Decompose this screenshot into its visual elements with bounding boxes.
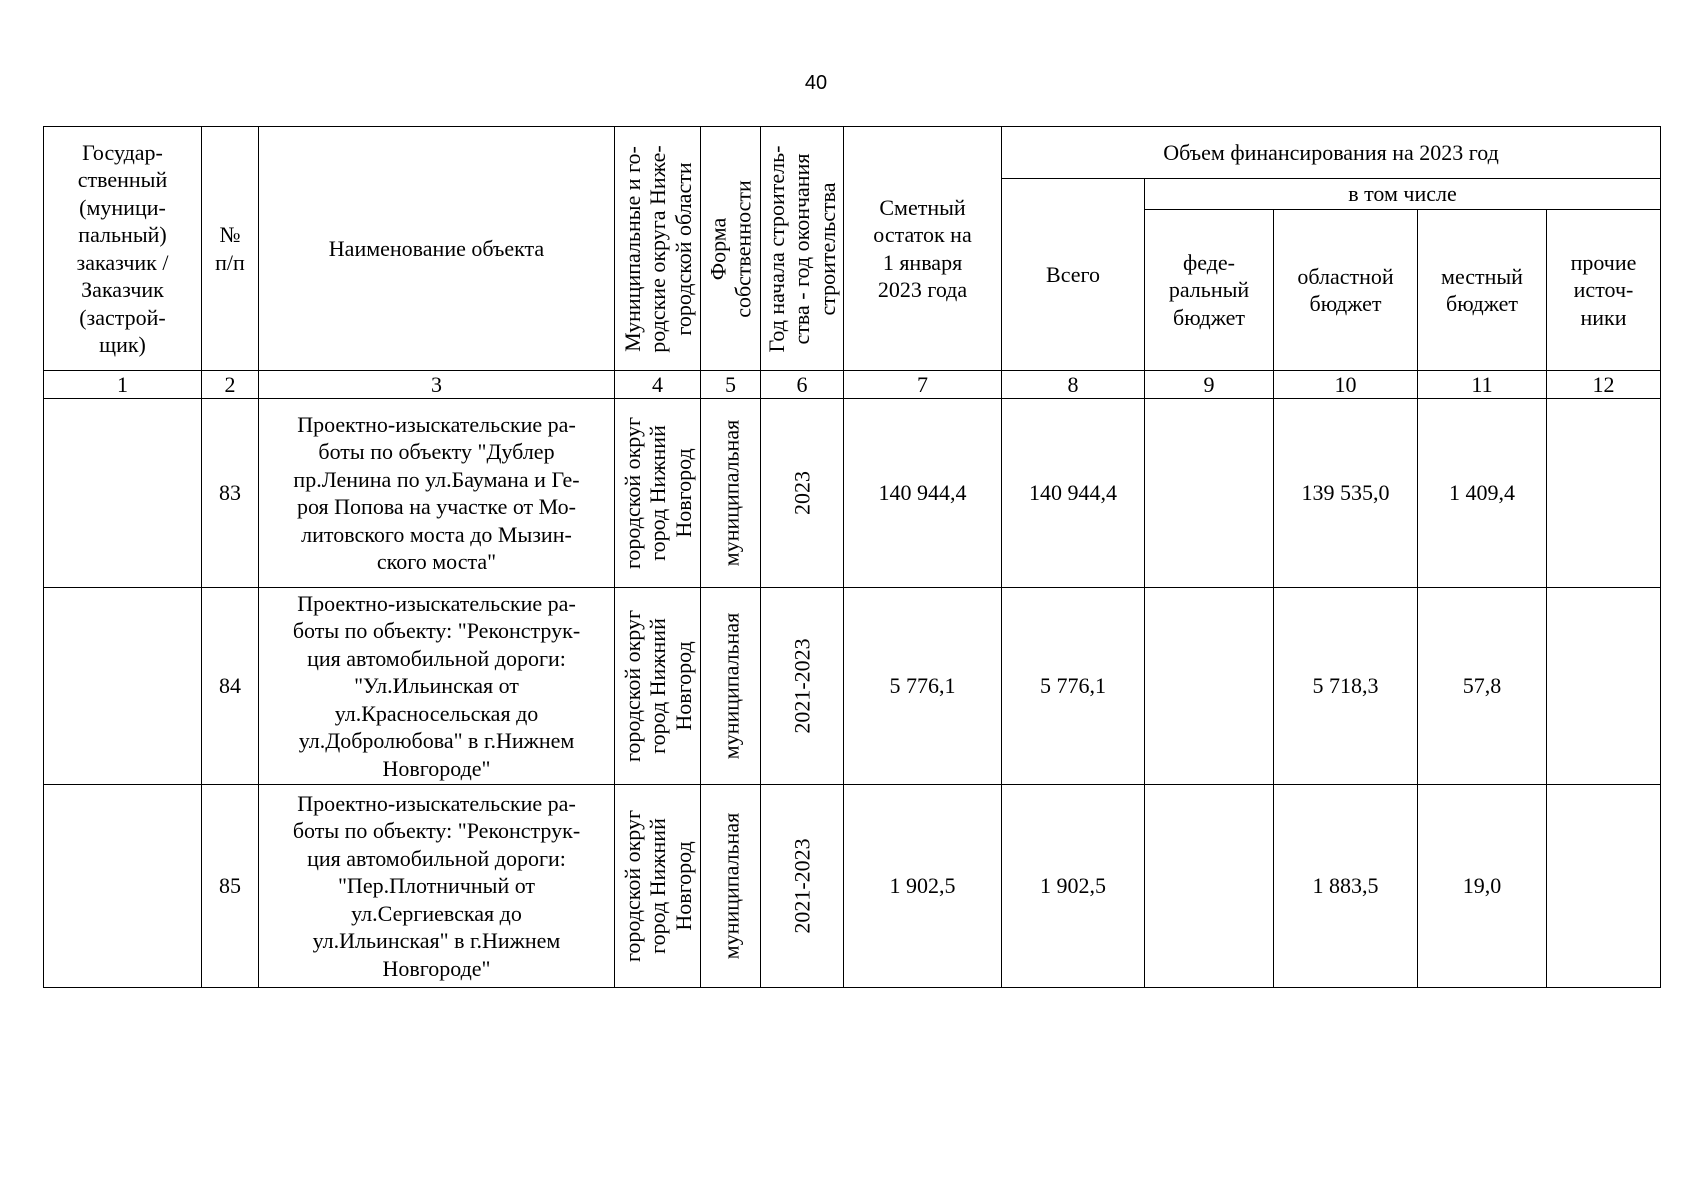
header-customer: Государ- ственный (муници- пальный) заказчик / Заказчик (застрой- щик) [44, 127, 202, 371]
cell-other [1547, 399, 1661, 588]
cell-ownership: муниципальная [701, 588, 761, 785]
cell-federal [1145, 399, 1274, 588]
column-number: 5 [701, 371, 761, 399]
cell-ownership: муниципальная [701, 785, 761, 988]
cell-years: 2021-2023 [761, 785, 844, 988]
cell-regional: 139 535,0 [1274, 399, 1418, 588]
column-number: 12 [1547, 371, 1661, 399]
column-number: 3 [259, 371, 615, 399]
column-number: 10 [1274, 371, 1418, 399]
cell-customer [44, 399, 202, 588]
cell-estimate-balance: 140 944,4 [844, 399, 1002, 588]
cell-customer [44, 588, 202, 785]
cell-number: 84 [202, 588, 259, 785]
cell-customer [44, 785, 202, 988]
header-local: местный бюджет [1418, 210, 1547, 371]
page-number: 40 [804, 72, 828, 94]
cell-municipality: городской округ город Нижний Новгород [615, 399, 701, 588]
cell-object-name: Проектно-изыскательские ра- боты по объекту "Дублер пр.Ленина по ул.Баумана и Ге- роя Попова на участке от Мо- литовского моста до Мызин- ского моста" [259, 399, 615, 588]
column-number: 6 [761, 371, 844, 399]
header-funding-volume: Объем финансирования на 2023 год [1002, 127, 1661, 179]
cell-regional: 5 718,3 [1274, 588, 1418, 785]
cell-total: 1 902,5 [1002, 785, 1145, 988]
table-row [44, 785, 1661, 988]
table-row [44, 588, 1661, 785]
cell-other [1547, 588, 1661, 785]
header-number: № п/п [202, 127, 259, 371]
header-ownership: Форма собственности [701, 127, 761, 371]
column-number: 2 [202, 371, 259, 399]
column-number: 8 [1002, 371, 1145, 399]
cell-years: 2023 [761, 399, 844, 588]
cell-years: 2021-2023 [761, 588, 844, 785]
header-total: Всего [1002, 179, 1145, 371]
cell-number: 83 [202, 399, 259, 588]
cell-number: 85 [202, 785, 259, 988]
header-object-name: Наименование объекта [259, 127, 615, 371]
table-row [44, 399, 1661, 588]
cell-estimate-balance: 5 776,1 [844, 588, 1002, 785]
column-number: 7 [844, 371, 1002, 399]
financing-table [43, 126, 1661, 988]
cell-object-name: Проектно-изыскательские ра- боты по объекту: "Реконструк- ция автомобильной дороги: "Пер.Плотничный от ул.Сергиевская до ул.Ильинская" в г.Нижнем Новгороде" [259, 785, 615, 988]
header-municipalities: Муниципальные и го- родские округа Ниже- городской области [615, 127, 701, 371]
cell-federal [1145, 785, 1274, 988]
header-regional: областной бюджет [1274, 210, 1418, 371]
cell-federal [1145, 588, 1274, 785]
cell-municipality: городской округ город Нижний Новгород [615, 785, 701, 988]
cell-other [1547, 785, 1661, 988]
cell-municipality: городской округ город Нижний Новгород [615, 588, 701, 785]
cell-total: 140 944,4 [1002, 399, 1145, 588]
header-estimate-balance: Сметный остаток на 1 января 2023 года [844, 127, 1002, 371]
cell-local: 57,8 [1418, 588, 1547, 785]
column-number: 4 [615, 371, 701, 399]
column-number: 9 [1145, 371, 1274, 399]
header-other: прочие источ- ники [1547, 210, 1661, 371]
cell-local: 19,0 [1418, 785, 1547, 988]
cell-local: 1 409,4 [1418, 399, 1547, 588]
column-number: 11 [1418, 371, 1547, 399]
header-years: Год начала строитель- ства - год окончания строительства [761, 127, 844, 371]
column-number: 1 [44, 371, 202, 399]
cell-regional: 1 883,5 [1274, 785, 1418, 988]
cell-estimate-balance: 1 902,5 [844, 785, 1002, 988]
cell-object-name: Проектно-изыскательские ра- боты по объекту: "Реконструк- ция автомобильной дороги: "Ул.Ильинская от ул.Красносельская до ул.Добролюбова" в г.Нижнем Новгороде" [259, 588, 615, 785]
header-row [44, 127, 1661, 179]
header-including: в том числе [1145, 179, 1661, 210]
cell-ownership: муниципальная [701, 399, 761, 588]
header-federal: феде- ральный бюджет [1145, 210, 1274, 371]
column-numbers-row [44, 371, 1661, 399]
cell-total: 5 776,1 [1002, 588, 1145, 785]
